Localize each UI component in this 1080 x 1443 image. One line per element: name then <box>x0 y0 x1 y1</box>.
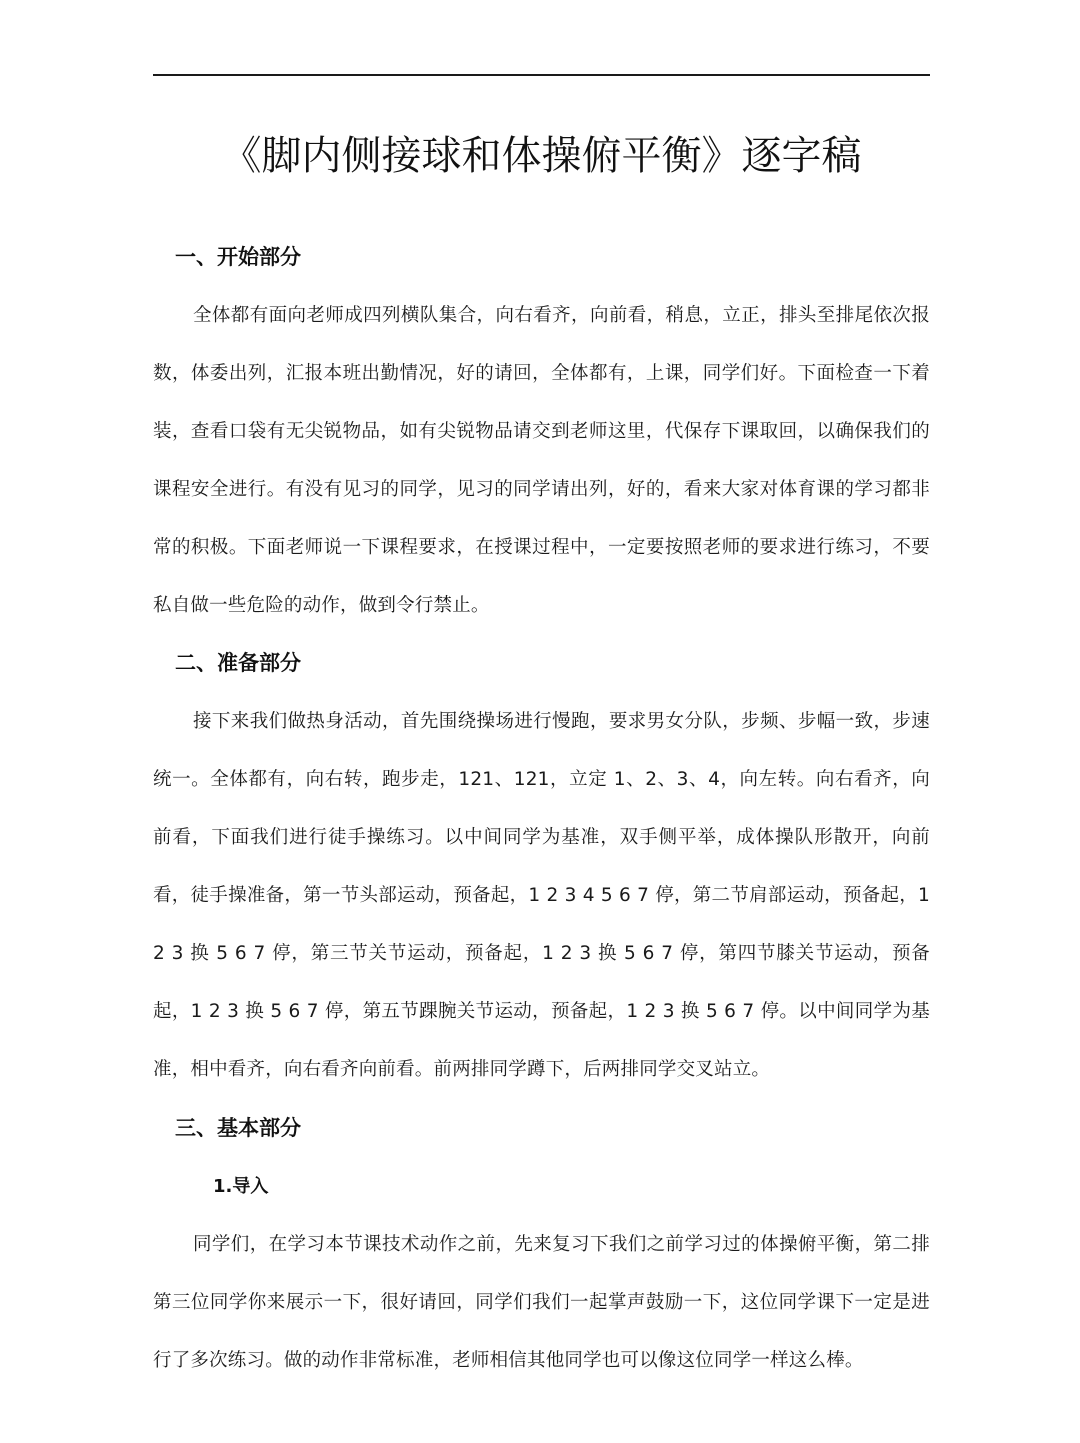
document-title: 《脚内侧接球和体操俯平衡》逐字稿 <box>221 133 862 179</box>
section-heading-main: 三、基本部分 <box>175 1116 301 1140</box>
header-rule <box>153 74 930 76</box>
subsection-heading-intro: 1.导入 <box>213 1176 269 1197</box>
section-paragraph-start: 全体都有面向老师成四列横队集合，向右看齐，向前看，稍息，立正，排头至排尾依次报数，体委出列，汇报本班出勤情况，好的请回，全体都有，上课，同学们好。下面检查一下着装，查看口袋有无尖锐物品，如有尖锐物品请交到老师这里，代保存下课取回，以确保我们的课程安全进行。有没有见习的同学，见习的同学请出列，好的，看来大家对体育课的学习都非常的积极。下面老师说一下课程要求，在授课过程中，一定要按照老师的要求进行练习，不要私自做一些危险的动作，做到令行禁止。 <box>153 305 930 616</box>
section-heading-start: 一、开始部分 <box>175 245 301 269</box>
section-paragraph-intro: 同学们，在学习本节课技术动作之前，先来复习下我们之前学习过的体操俯平衡，第二排第三位同学你来展示一下，很好请回，同学们我们一起掌声鼓励一下，这位同学课下一定是进行了多次练习。做的动作非常标准，老师相信其他同学也可以像这位同学一样这么棒。 <box>153 1234 930 1371</box>
section-heading-warmup: 二、准备部分 <box>175 651 301 675</box>
section-paragraph-warmup: 接下来我们做热身活动，首先围绕操场进行慢跑，要求男女分队，步频、步幅一致，步速统一。全体都有，向右转，跑步走，121、121，立定 1、2、3、4，向左转。向右看齐，向前看，下面我们进行徒手操练习。以中间同学为基准，双手侧平举，成体操队形散开，向前看，徒手操准备，第一节头部运动，预备起，1 2 3 4 5 6 7 停，第二节肩部运动，预备起，1 2 3 换 5 6 7 停，第三节关节运动，预备起，1 2 3 换 5 6 7 停，第四节膝关节运动，预备起，1 2 3 换 5 6 7 停，第五节踝腕关节运动，预备起，1 2 3 换 5 6 7 停。以中间同学为基准，相中看齐，向右看齐向前看。前两排同学蹲下，后两排同学交叉站立。 <box>153 711 930 1080</box>
